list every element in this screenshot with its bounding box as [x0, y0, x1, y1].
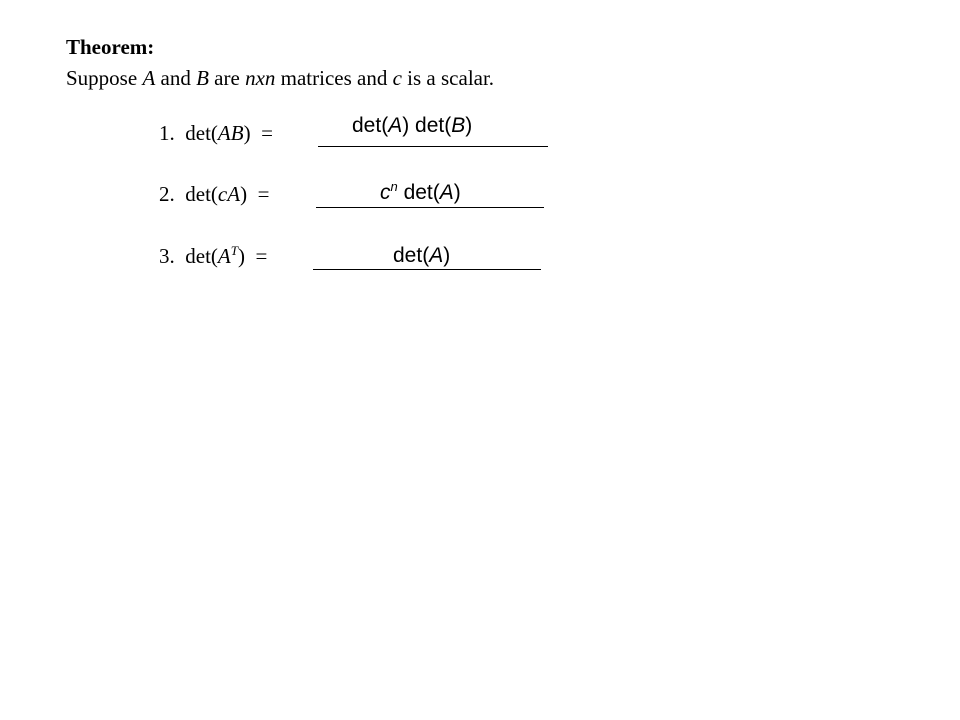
- equals-sign: =: [261, 121, 273, 145]
- answer-var: A: [388, 114, 403, 137]
- answer-text: det(: [393, 244, 430, 267]
- answer-2: [380, 181, 461, 205]
- transpose-superscript: T: [230, 243, 238, 258]
- answer-var: A: [439, 181, 454, 204]
- property-number: 3.: [159, 244, 175, 268]
- det-argument: AB: [217, 121, 244, 145]
- det-close: ): [240, 182, 248, 206]
- answer-text: ): [443, 244, 451, 267]
- premise-text: and: [155, 66, 197, 90]
- det-open: det(: [185, 121, 218, 145]
- answer-var: A: [429, 244, 444, 267]
- answer-text: ) det(: [402, 114, 452, 137]
- answer-text: det(: [397, 181, 440, 204]
- answer-3: [393, 244, 450, 268]
- answer-var: c: [380, 181, 391, 204]
- det-close: ): [237, 244, 245, 268]
- det-argument: cA: [217, 182, 241, 206]
- answer-text: ): [465, 114, 473, 137]
- property-1-statement: [159, 121, 273, 146]
- premise-text: matrices and: [275, 66, 393, 90]
- det-open: det(: [185, 244, 218, 268]
- answer-var: B: [451, 114, 466, 137]
- det-argument: A: [217, 244, 231, 268]
- premise-scalar: c: [392, 66, 402, 90]
- premise-text: are: [208, 66, 246, 90]
- property-number: 1.: [159, 121, 175, 145]
- equals-sign: =: [255, 244, 268, 268]
- property-3-statement: [159, 244, 267, 269]
- answer-text: det(: [352, 114, 389, 137]
- answer-text: ): [453, 181, 461, 204]
- det-close: ): [243, 121, 251, 145]
- answer-blank-2: [316, 207, 544, 208]
- answer-exponent: n: [390, 179, 398, 194]
- theorem-premise: [66, 66, 494, 91]
- det-open: det(: [185, 182, 218, 206]
- equals-sign: =: [257, 182, 270, 206]
- theorem-heading: Theorem:: [66, 35, 155, 59]
- property-2-statement: [159, 182, 269, 207]
- premise-dimension: nxn: [245, 66, 276, 90]
- property-number: 2.: [159, 182, 175, 206]
- premise-matrix-a: A: [142, 66, 156, 90]
- premise-matrix-b: B: [196, 66, 209, 90]
- answer-1: [352, 114, 472, 138]
- answer-blank-3: [313, 269, 541, 270]
- premise-text: is a scalar.: [401, 66, 495, 90]
- premise-text: Suppose: [66, 66, 143, 90]
- answer-blank-1: [318, 146, 548, 147]
